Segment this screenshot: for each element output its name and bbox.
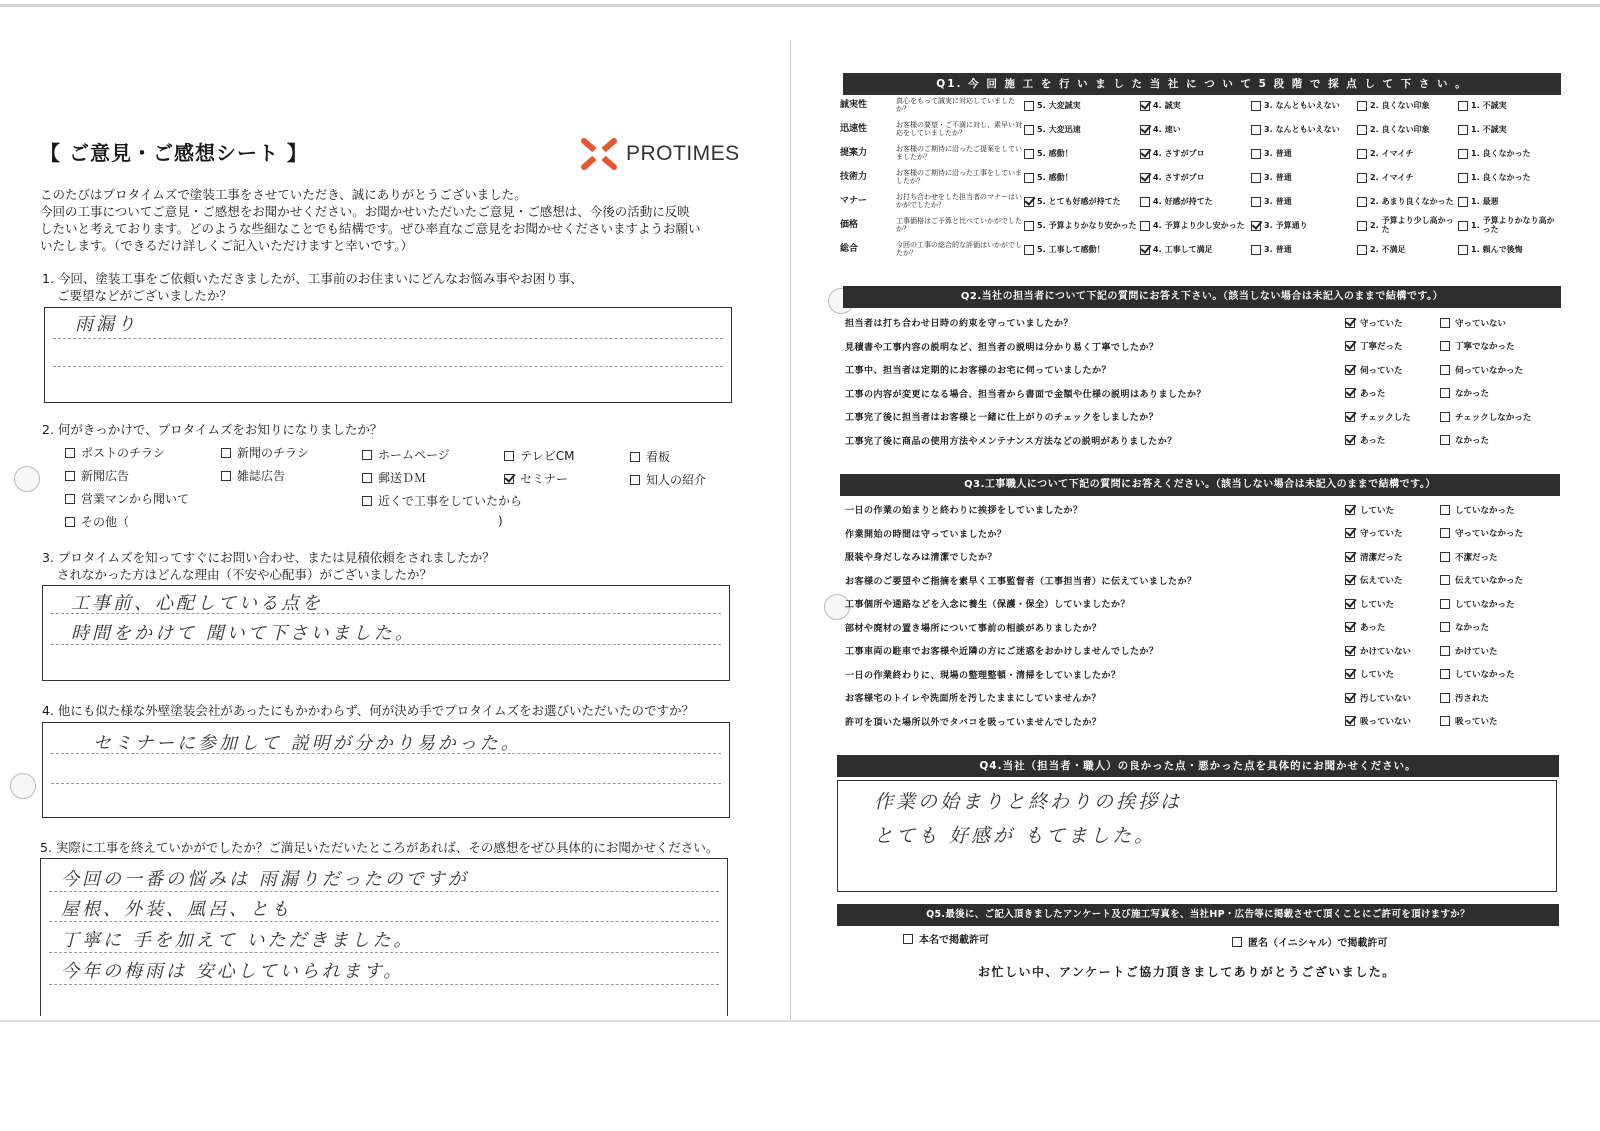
answer-box-3[interactable] — [42, 585, 730, 681]
scan-bottom-edge — [0, 1020, 1600, 1022]
q2-row — [845, 382, 1560, 406]
checkbox[interactable] — [1440, 622, 1450, 632]
q1-option[interactable]: 1. 不誠実 — [1458, 118, 1560, 142]
answer-no[interactable]: なかった — [1440, 621, 1535, 633]
question-2: 2. 何がきっかけで、プロタイムズをお知りになりましたか？ — [42, 422, 383, 437]
q1-option[interactable]: 4. 好感が持てた — [1140, 190, 1251, 214]
checkbox[interactable] — [630, 452, 640, 462]
checkbox[interactable] — [1440, 365, 1450, 375]
answer-yes[interactable]: していた — [1345, 668, 1440, 680]
checkbox-checked[interactable] — [1345, 318, 1355, 328]
checkbox-checked[interactable] — [1345, 528, 1355, 538]
checkbox-checked[interactable] — [1345, 716, 1355, 726]
q3-row — [845, 498, 1560, 522]
answer-no[interactable]: かけていた — [1440, 645, 1535, 657]
checkbox-checked[interactable] — [1345, 435, 1355, 445]
q3-question: 一日の作業終わりに、現場の整理整頓・清掃をしていましたか？ — [845, 670, 1121, 681]
punch-hole — [10, 773, 36, 799]
option-label: ホームページ — [378, 448, 450, 462]
answer-yes[interactable]: していた — [1345, 598, 1440, 610]
checkbox-checked[interactable] — [1345, 365, 1355, 375]
checkbox[interactable] — [1458, 101, 1468, 111]
checkbox-checked[interactable] — [1345, 599, 1355, 609]
q2-question: 担当者は打ち合わせ日時の約束を守っていましたか？ — [845, 319, 1074, 330]
q2-row — [845, 311, 1560, 335]
q1-option[interactable]: 1. 不誠実 — [1458, 94, 1560, 118]
checkbox[interactable] — [1232, 937, 1242, 947]
ruled-line — [51, 783, 721, 784]
question-5: 5. 実際に工事を終えていかがでしたか？ご満足いただいたところがあれば、その感想をぜひ具体的にお聞かせください。 — [40, 840, 719, 855]
ruled-line — [53, 338, 723, 339]
checkbox[interactable] — [1251, 125, 1261, 135]
ruled-line — [49, 921, 719, 922]
brand-name: PROTIMES — [626, 142, 740, 165]
option-tv-cm[interactable] — [504, 447, 575, 464]
answer-yes[interactable]: 吸っていない — [1345, 715, 1440, 727]
intro-text — [40, 186, 740, 254]
q1-description: お客様のご期待に沿ったご提案をしていましたか？ — [896, 145, 1022, 161]
ruled-line — [49, 952, 719, 953]
checkbox[interactable] — [1458, 245, 1468, 255]
q1-option[interactable]: 3. 普通 — [1251, 142, 1357, 166]
question-3-line: 3. プロタイムズを知ってすぐにお問い合わせ、または見積依頼をされましたか？ — [42, 550, 495, 565]
checkbox[interactable] — [1440, 716, 1450, 726]
q1-option[interactable]: 3. 普通 — [1251, 238, 1357, 262]
option-label: セミナー — [520, 472, 569, 486]
q2-question: 工事完了後に担当者はお客様と一緒に仕上がりのチェックをしましたか？ — [845, 413, 1159, 424]
checkbox-checked[interactable] — [1345, 505, 1355, 515]
q1-option[interactable]: 2. 不満足 — [1357, 238, 1458, 262]
handwritten-answer: 作業の始まりと終わりの挨拶は — [874, 791, 1183, 813]
answer-yes[interactable]: かけていない — [1345, 645, 1440, 657]
q3-row — [845, 592, 1560, 616]
question-4: 4. 他にも似た様な外壁塗装会社があったにもかかわらず、何が決め手でプロタイムズをお選びいただいたのですか？ — [42, 703, 695, 718]
checkbox[interactable] — [1357, 125, 1367, 135]
answer-no[interactable]: 守っていない — [1440, 317, 1535, 329]
checkbox[interactable] — [1440, 669, 1450, 679]
checkbox[interactable] — [362, 473, 372, 483]
checkbox-checked[interactable] — [1345, 646, 1355, 656]
q1-option[interactable]: 5. 予算よりかなり安かった — [1024, 214, 1140, 238]
ruled-line — [49, 891, 719, 892]
checkbox[interactable] — [362, 496, 372, 506]
q1-option[interactable]: 4. 速い — [1140, 118, 1251, 142]
q1-option[interactable]: 2. 予算より少し高かった — [1357, 214, 1458, 238]
checkbox-checked[interactable] — [1345, 412, 1355, 422]
option-label: 新聞広告 — [81, 469, 130, 483]
q3-row — [845, 522, 1560, 546]
checkbox[interactable] — [1440, 412, 1450, 422]
q2-header: Q2.当社の担当者について下記の質問にお答え下さい。（該当しない場合は未記入のままで結構です。） — [843, 286, 1561, 308]
question-3 — [42, 549, 495, 583]
q3-row — [845, 686, 1560, 710]
q3-row — [845, 639, 1560, 663]
checkbox[interactable] — [630, 475, 640, 485]
answer-yes[interactable]: していた — [1345, 504, 1440, 516]
question-1-line: 1. 今回、塗装工事をご依頼いただきましたが、工事前のお住まいにどんなお悩み事やお困り事、 — [42, 271, 583, 286]
q3-row — [845, 569, 1560, 593]
option-real-name-permission[interactable]: 本名で掲載許可 — [903, 931, 989, 946]
checkbox-checked[interactable] — [1345, 622, 1355, 632]
checkbox[interactable] — [362, 450, 372, 460]
answer-no[interactable]: なかった — [1440, 387, 1535, 399]
answer-box-q4[interactable] — [837, 780, 1557, 892]
q1-option[interactable]: 5. 大変迅速 — [1024, 118, 1140, 142]
ruled-line — [53, 366, 723, 367]
checkbox[interactable] — [1357, 197, 1367, 207]
checkbox-checked[interactable] — [1140, 101, 1150, 111]
checkbox[interactable] — [1251, 173, 1261, 183]
option-other[interactable] — [65, 513, 129, 530]
option-label: その他（ — [81, 515, 130, 529]
answer-no[interactable]: チェックしなかった — [1440, 411, 1535, 423]
protimes-logo-icon — [578, 135, 620, 173]
q1-option[interactable]: 1. 良くなかった — [1458, 166, 1560, 190]
checkbox[interactable] — [1440, 435, 1450, 445]
checkbox-checked[interactable] — [1345, 341, 1355, 351]
checkbox[interactable] — [1024, 101, 1034, 111]
handwritten-answer: 時間をかけて 聞いて下さいました。 — [71, 623, 416, 644]
q1-option[interactable]: 1. 頼んで後悔 — [1458, 238, 1560, 262]
q3-row — [845, 710, 1560, 734]
q1-option[interactable]: 4. 工事して満足 — [1140, 238, 1251, 262]
checkbox[interactable] — [1357, 173, 1367, 183]
checkbox-checked[interactable] — [1024, 197, 1034, 207]
checkbox[interactable] — [1440, 575, 1450, 585]
checkbox-checked[interactable] — [1345, 388, 1355, 398]
option-initials-permission[interactable]: 匿名（イニシャル）で掲載許可 — [1232, 934, 1387, 949]
q5-header: Q5.最後に、ご記入頂きましたアンケート及び施工写真を、当社HP・広告等に掲載させて頂くことにご許可を頂けますか？ — [837, 904, 1559, 926]
answer-yes[interactable]: 汚していない — [1345, 692, 1440, 704]
answer-yes[interactable]: 丁寧だった — [1345, 340, 1440, 352]
option-label: 営業マンから聞いて — [81, 492, 190, 506]
answer-no[interactable]: なかった — [1440, 434, 1535, 446]
option-referral[interactable] — [630, 471, 706, 488]
q3-question: 工事車両の駐車でお客様や近隣の方にご迷惑をおかけしませんでしたか？ — [845, 647, 1159, 658]
checkbox[interactable] — [1458, 197, 1468, 207]
checkbox[interactable] — [1024, 125, 1034, 135]
q1-description: 真心をもって誠実に対応していましたか？ — [896, 97, 1015, 113]
q1-option[interactable]: 2. あまり良くなかった — [1357, 190, 1458, 214]
option-sales-person[interactable] — [65, 490, 189, 507]
q1-option[interactable]: 2. 良くない印象 — [1357, 118, 1458, 142]
checkbox-checked[interactable] — [1345, 575, 1355, 585]
question-1-line: ご要望などがございましたか？ — [57, 288, 233, 303]
q1-option[interactable]: 5. 感動！ — [1024, 142, 1140, 166]
checkbox-checked[interactable] — [1345, 693, 1355, 703]
q1-option[interactable]: 1. 良くなかった — [1458, 142, 1560, 166]
answer-yes[interactable]: あった — [1345, 387, 1440, 399]
checkbox[interactable] — [1458, 149, 1468, 159]
option-label: 知人の紹介 — [646, 473, 707, 487]
option-direct-mail[interactable] — [362, 469, 426, 486]
q1-option[interactable]: 5. 大変誠実 — [1024, 94, 1140, 118]
q4-header: Q4.当社（担当者・職人）の良かった点・悪かった点を具体的にお聞かせください。 — [837, 755, 1559, 777]
other-close-paren: ) — [498, 514, 503, 528]
answer-box-5[interactable] — [40, 858, 728, 1016]
ruled-line — [49, 984, 719, 985]
q1-option[interactable]: 2. イマイチ — [1357, 142, 1458, 166]
question-1 — [42, 270, 583, 304]
checkbox[interactable] — [1024, 149, 1034, 159]
checkbox[interactable] — [1251, 149, 1261, 159]
option-label: 雑誌広告 — [237, 469, 286, 483]
answer-no[interactable]: 不潔だった — [1440, 551, 1535, 563]
checkbox[interactable] — [1440, 693, 1450, 703]
q2-row — [845, 335, 1560, 359]
checkbox[interactable] — [1458, 221, 1468, 231]
q1-description: お打ち合わせをした担当者のマナーはいかがでしたか？ — [896, 193, 1022, 209]
checkbox[interactable] — [1440, 646, 1450, 656]
q1-category: 価格 — [840, 220, 859, 231]
handwritten-answer: 屋根、外装、風呂、とも — [61, 899, 292, 920]
answer-yes[interactable]: あった — [1345, 434, 1440, 446]
q1-description: お客様のご期待に沿った工事をしていましたか？ — [896, 169, 1022, 185]
q2-row — [845, 429, 1560, 453]
answer-yes[interactable]: 伝えていた — [1345, 574, 1440, 586]
option-newspaper-ad[interactable] — [65, 467, 129, 484]
q3-question: 作業開始の時間は守っていましたか？ — [845, 529, 1007, 540]
q1-option[interactable]: 4. 誠実 — [1140, 94, 1251, 118]
q1-description: お客様の要望・ご不満に対し、素早い対応をしていましたか？ — [896, 121, 1022, 137]
handwritten-answer: セミナーに参加して 説明が分かり易かった。 — [93, 733, 522, 754]
q2-question: 工事中、担当者は定期的にお客様のお宅に伺っていましたか？ — [845, 366, 1112, 377]
checkbox[interactable] — [903, 934, 913, 944]
option-label: 新聞のチラシ — [237, 446, 310, 460]
checkbox[interactable] — [1357, 245, 1367, 255]
q1-description: 今回の工事の総合的な評価はいかがでしたか？ — [896, 241, 1022, 257]
sheet-title: 【 ご意見・ご感想シート 】 — [40, 141, 308, 165]
intro-line: いたします。（できるだけ詳しくご記入いただけますと幸いです。） — [40, 238, 414, 253]
option-label: 看板 — [646, 450, 671, 464]
q1-option[interactable]: 5. 感動！ — [1024, 166, 1140, 190]
checkbox-checked[interactable] — [1140, 149, 1150, 159]
checkbox[interactable] — [1440, 341, 1450, 351]
answer-yes[interactable]: あった — [1345, 621, 1440, 633]
checkbox[interactable] — [1357, 101, 1367, 111]
q3-question: 部材や廃材の置き場所について事前の相談がありましたか？ — [845, 623, 1102, 634]
answer-no[interactable]: していなかった — [1440, 504, 1535, 516]
option-post-flyer[interactable] — [65, 444, 165, 461]
q1-option[interactable]: 3. なんともいえない — [1251, 118, 1357, 142]
q1-header: Q1. 今 回 施 工 を 行 い ま し た 当 社 に つ い て 5 段 階 で 採 点 し て 下 さ い 。 — [843, 73, 1561, 95]
checkbox[interactable] — [1251, 197, 1261, 207]
q2-row — [845, 405, 1560, 429]
handwritten-answer: 雨漏り — [75, 314, 138, 335]
protimes-logo — [578, 135, 740, 173]
q1-category: 誠実性 — [840, 100, 868, 111]
q1-option[interactable]: 4. 予算より少し安かった — [1140, 214, 1251, 238]
intro-line: このたびはプロタイムズで塗装工事をさせていただき、誠にありがとうございました。 — [40, 187, 527, 202]
checkbox[interactable] — [221, 448, 231, 458]
checkbox-checked[interactable] — [1345, 552, 1355, 562]
checkbox-checked[interactable] — [1140, 173, 1150, 183]
answer-yes[interactable]: 守っていた — [1345, 317, 1440, 329]
punch-hole — [14, 466, 40, 492]
q3-question: 服装や身だしなみは清潔でしたか？ — [845, 553, 998, 564]
q2-question: 見積書や工事内容の説明など、担当者の説明は分かり易く丁寧でしたか？ — [845, 342, 1159, 353]
question-3-line: されなかった方はどんな理由（不安や心配事）がございましたか？ — [57, 567, 433, 582]
checkbox[interactable] — [1140, 221, 1150, 231]
checkbox[interactable] — [1440, 505, 1450, 515]
checkbox-checked[interactable] — [1251, 221, 1261, 231]
q1-option[interactable]: 2. イマイチ — [1357, 166, 1458, 190]
option-seminar[interactable] — [504, 470, 568, 487]
q1-option[interactable]: 5. 工事して感動！ — [1024, 238, 1140, 262]
checkbox[interactable] — [1357, 221, 1367, 231]
option-homepage[interactable] — [362, 446, 450, 463]
scan-top-edge — [0, 4, 1600, 7]
q2-row — [845, 358, 1560, 382]
q3-question: お客様宅のトイレや洗面所を汚したままにしていませんか？ — [845, 694, 1102, 705]
checkbox[interactable] — [1024, 221, 1034, 231]
answer-no[interactable]: 伝えていなかった — [1440, 574, 1535, 586]
checkbox[interactable] — [1251, 101, 1261, 111]
intro-line: したいと考えております。どのような些細なことでも結構です。ぜひ率直なご意見をお聞かせくださいますようお願い — [40, 221, 701, 236]
checkbox-checked[interactable] — [1345, 669, 1355, 679]
q1-option[interactable]: 3. なんともいえない — [1251, 94, 1357, 118]
option-nearby-work[interactable] — [362, 492, 522, 509]
checkbox[interactable] — [504, 451, 514, 461]
answer-yes[interactable]: チェックした — [1345, 411, 1440, 423]
answer-box-4[interactable] — [42, 722, 730, 818]
q1-category: 迅速性 — [840, 124, 868, 135]
q1-option[interactable]: 3. 予算通り — [1251, 214, 1357, 238]
q1-category: 提案力 — [840, 148, 868, 159]
handwritten-answer: 今年の梅雨は 安心していられます。 — [61, 961, 405, 982]
checkbox[interactable] — [65, 494, 75, 504]
page-divider — [790, 40, 791, 1020]
q1-category: マナー — [840, 196, 868, 207]
thanks-footer: お忙しい中、アンケートご協力頂きましてありがとうございました。 — [978, 965, 1396, 979]
q1-category: 技術力 — [840, 172, 868, 183]
handwritten-answer: 今回の一番の悩みは 雨漏りだったのですが — [61, 869, 469, 890]
q1-description: 工事価格はご予算と比べていかがでしたか？ — [896, 217, 1022, 233]
answer-no[interactable]: 伺っていなかった — [1440, 364, 1535, 376]
checkbox[interactable] — [1440, 528, 1450, 538]
checkbox[interactable] — [1458, 125, 1468, 135]
q3-row — [845, 663, 1560, 687]
intro-line: 今回の工事についてご意見・ご感想をお聞かせください。お聞かせいただいたご意見・ご感想は、今後の活動に反映 — [40, 204, 690, 219]
handwritten-answer: とても 好感が もてました。 — [874, 825, 1157, 847]
checkbox[interactable] — [1140, 197, 1150, 207]
answer-yes[interactable]: 清潔だった — [1345, 551, 1440, 563]
q1-option[interactable]: 3. 普通 — [1251, 166, 1357, 190]
q3-question: 許可を頂いた場所以外でタバコを吸っていませんでしたか？ — [845, 717, 1102, 728]
answer-no[interactable]: 吸っていた — [1440, 715, 1535, 727]
checkbox[interactable] — [1024, 245, 1034, 255]
answer-yes[interactable]: 守っていた — [1345, 527, 1440, 539]
q1-option[interactable]: 2. 良くない印象 — [1357, 94, 1458, 118]
checkbox[interactable] — [1440, 318, 1450, 328]
checkbox[interactable] — [1440, 388, 1450, 398]
q1-rating-grid — [840, 94, 1560, 262]
q1-option[interactable]: 1. 予算よりかなり高かった — [1458, 214, 1560, 238]
answer-no[interactable]: していなかった — [1440, 668, 1535, 680]
checkbox-checked[interactable] — [1140, 125, 1150, 135]
q1-option[interactable]: 3. 普通 — [1251, 190, 1357, 214]
q1-option[interactable]: 4. さすがプロ — [1140, 166, 1251, 190]
option-signboard[interactable] — [630, 448, 670, 465]
answer-no[interactable]: 丁寧でなかった — [1440, 340, 1535, 352]
checkbox[interactable] — [1024, 173, 1034, 183]
q1-option[interactable]: 1. 最悪 — [1458, 190, 1560, 214]
answer-no[interactable]: 汚された — [1440, 692, 1535, 704]
q2-question: 工事完了後に商品の使用方法やメンテナンス方法などの説明がありましたか？ — [845, 436, 1177, 447]
checkbox[interactable] — [65, 517, 75, 527]
option-magazine-ad[interactable] — [221, 467, 285, 484]
checkbox-checked[interactable] — [1140, 245, 1150, 255]
checkbox-checked[interactable] — [504, 474, 514, 484]
q3-question: 一日の作業の始まりと終わりに挨拶をしていましたか？ — [845, 506, 1083, 517]
q3-question: 工事個所や通路などを入念に養生（保護・保全）していましたか？ — [845, 600, 1131, 611]
q1-category: 総合 — [840, 244, 859, 255]
checkbox[interactable] — [1458, 173, 1468, 183]
option-newspaper-flyer[interactable] — [221, 444, 309, 461]
q3-row — [845, 616, 1560, 640]
q3-row — [845, 545, 1560, 569]
answer-box-1[interactable] — [44, 307, 732, 403]
q3-header: Q3.工事職人について下記の質問にお答えください。（該当しない場合は未記入のままで結構です。） — [840, 474, 1560, 496]
q1-option[interactable]: 5. とても好感が持てた — [1024, 190, 1140, 214]
checkbox[interactable] — [1440, 552, 1450, 562]
checkbox[interactable] — [1251, 245, 1261, 255]
answer-yes[interactable]: 伺っていた — [1345, 364, 1440, 376]
q1-option[interactable]: 4. さすがプロ — [1140, 142, 1251, 166]
answer-no[interactable]: していなかった — [1440, 598, 1535, 610]
checkbox[interactable] — [221, 471, 231, 481]
checkbox[interactable] — [1440, 599, 1450, 609]
answer-no[interactable]: 守っていなかった — [1440, 527, 1535, 539]
handwritten-answer: 丁寧に 手を加えて いただきました。 — [61, 930, 415, 951]
handwritten-answer: 工事前、心配している点を — [71, 593, 323, 614]
option-label: テレビCM — [520, 449, 575, 463]
checkbox[interactable] — [1357, 149, 1367, 159]
option-label: 郵送ＤＭ — [378, 471, 427, 485]
checkbox[interactable] — [65, 471, 75, 481]
q3-question: お客様のご要望やご指摘を素早く工事監督者（工事担当者）に伝えていましたか？ — [845, 576, 1197, 587]
q2-question: 工事の内容が変更になる場合、担当者から書面で金額や仕様の説明はありましたか？ — [845, 389, 1207, 400]
option-label: ポストのチラシ — [81, 446, 166, 460]
option-label: 近くで工事をしていたから — [378, 494, 523, 508]
checkbox[interactable] — [65, 448, 75, 458]
